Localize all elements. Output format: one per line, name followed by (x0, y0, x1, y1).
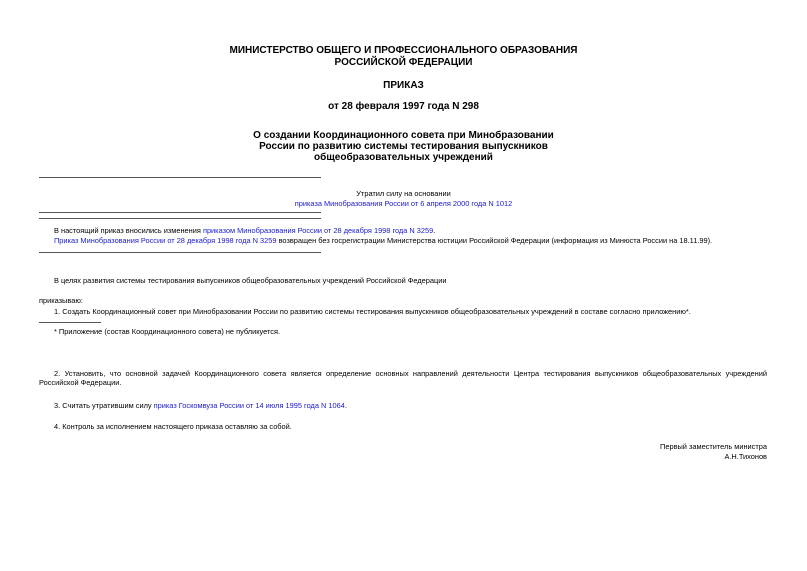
signature-name: А.Н.Тихонов (724, 452, 767, 461)
footnote-divider (39, 322, 101, 323)
footnote: * Приложение (состав Координационного совета) не публикуется. (54, 327, 281, 336)
doc-title-line1: О создании Координационного совета при Минобразовании (253, 130, 554, 141)
item-4: 4. Контроль за исполнением настоящего приказа оставляю за собой. (54, 422, 292, 431)
item-1: 1. Создать Координационный совет при Минобразовании России по развитию системы тестирования выпускников общеобразовательных учреждений в составе согласно приложению*. (54, 307, 691, 316)
gkvuz-order-link[interactable]: приказ Госкомвуза России от 14 июля 1995 года N 1064 (153, 401, 345, 410)
divider (39, 177, 321, 178)
header-ministry-line1: МИНИСТЕРСТВО ОБЩЕГО И ПРОФЕССИОНАЛЬНОГО ОБРАЗОВАНИЯ (229, 45, 578, 56)
changes-end: . (433, 226, 436, 235)
divider (39, 252, 321, 253)
doc-type: ПРИКАЗ (383, 80, 424, 91)
doc-date: от 28 февраля 1997 года N 298 (328, 101, 479, 112)
header-ministry-line2: РОССИЙСКОЙ ФЕДЕРАЦИИ (334, 57, 473, 68)
item-3-end: . (344, 401, 347, 410)
lapse-note-link-row (0, 199, 807, 208)
lapse-order-link[interactable]: приказа Минобразования России от 6 апреля 2000 года N 1012 (294, 199, 513, 208)
changes-text: В настоящий приказ вносились изменения (54, 226, 203, 235)
item-2: 2. Установить, что основной задачей Координационного совета является определение основных направлений деятельности Центра тестирования выпускников общеобразовательных учреждений Российской Федерации. (39, 369, 767, 387)
divider (39, 218, 321, 219)
signature-position: Первый заместитель министра (660, 442, 767, 451)
lapse-note-text: Утратил силу на основании (356, 189, 451, 198)
changes-order-link[interactable]: приказом Минобразования России от 28 декабря 1998 года N 3259 (202, 226, 434, 235)
changes-note-line2 (54, 236, 712, 245)
returned-text: возвращен без госрегистрации Министерства юстиции Российской Федерации (информация из Минюста России на 18.11.99). (276, 236, 713, 245)
divider (39, 212, 321, 213)
changes-note-line1 (54, 226, 435, 235)
doc-title-line2: России по развитию системы тестирования выпускников (259, 141, 548, 152)
item-3-text: 3. Считать утратившим силу (54, 401, 154, 410)
item-3 (54, 401, 347, 410)
order-word: приказываю: (39, 296, 83, 305)
preamble: В целях развития системы тестирования выпускников общеобразовательных учреждений Российской Федерации (54, 276, 447, 285)
doc-title-line3: общеобразовательных учреждений (314, 152, 493, 163)
returned-order-link[interactable]: Приказ Минобразования России от 28 декабря 1998 года N 3259 (54, 236, 277, 245)
